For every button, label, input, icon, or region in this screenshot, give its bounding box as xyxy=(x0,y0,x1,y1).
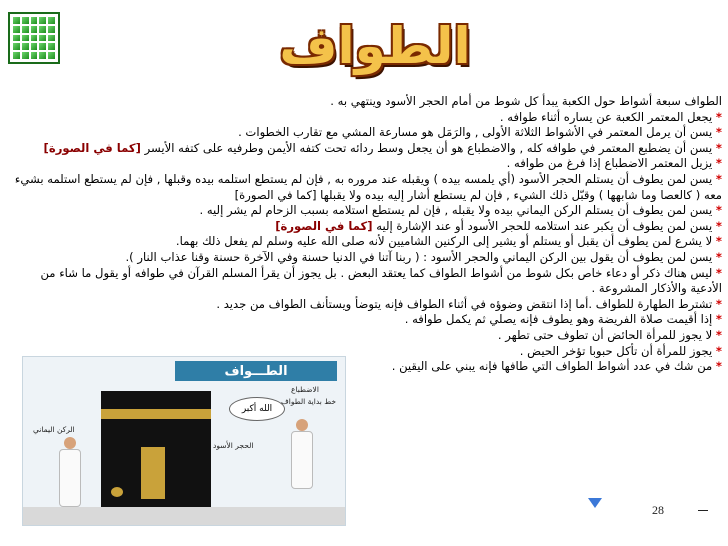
item-text: يجعل المعتمر الكعبة عن يساره أثناء طوافه . xyxy=(499,109,713,124)
list-item xyxy=(6,312,722,328)
label-start-line: خط بداية الطواف xyxy=(281,397,336,406)
item-text: يسن لمن يطوف أن يقول بين الركن اليماني والحجر الأسود : ( ربنا آتنا في الدنيا حسنة وفي الآخرة حسنة وقنا عذاب النار ). xyxy=(125,249,713,264)
item-text: يسن لمن يطوف أن يستلم الركن اليماني بيده ولا يقبله , فإن لم يستطع استلامه بسبب الزحام لم يشر إليه . xyxy=(199,203,713,218)
speech-bubble: الله أكبر xyxy=(229,397,285,421)
list-item xyxy=(6,110,722,126)
bullet: * xyxy=(715,109,722,124)
figure-reference: [كما في الصورة] xyxy=(275,218,373,233)
bullet: * xyxy=(715,218,722,233)
bullet: * xyxy=(715,249,722,264)
item-text: يسن أن يرمل المعتمر في الأشواط الثلاثة الأولى , والرَمَل هو مسارعة المشي مع تقارب الخطوات . xyxy=(238,125,713,140)
page-number: 28 xyxy=(652,503,664,517)
bullet: * xyxy=(715,265,722,280)
list-item xyxy=(6,172,722,203)
intro-text: الطواف سبعة أشواط حول الكعبة يبدأ كل شوط من أمام الحجر الأسود وينتهي به . xyxy=(330,94,722,108)
bullet: * xyxy=(715,312,722,327)
item-text: يزيل المعتمر الاضطباع إذا فرغ من طوافه . xyxy=(506,156,713,171)
tawaf-illustration xyxy=(22,356,346,526)
item-text: يسن لمن يطوف أن يستلم الحجر الأسود (أي يلمسه بيده ) ويقبله عند مروره به , فإن لم يستطع استلمه بيده وقبلها , فإن لم يستطع استلمه بشيء معه ( كالعصا وما شابهها ) وقبّل ذلك الشيء , فإن لم يستطع أشار إليه بيده ولا يقبلها [كما في الصورة] xyxy=(14,171,722,202)
list-item xyxy=(6,266,722,297)
item-text: من شك في عدد أشواط الطواف التي طافها فإنه يبني على اليقين . xyxy=(391,359,713,374)
item-text: يسن لمن يطوف أن يكبر عند استلامه للحجر الأسود أو عند الإشارة إليه xyxy=(376,218,713,233)
pilgrim-body xyxy=(59,449,81,507)
list-item xyxy=(6,125,722,141)
list-item xyxy=(6,328,722,344)
bullet: * xyxy=(715,359,722,374)
item-text: إذا أقيمت صلاة الفريضة وهو يطوف فإنه يصلي ثم يكمل طوافه . xyxy=(404,312,713,327)
label-yemeni-corner: الركن اليماني xyxy=(33,425,75,434)
grid-icon[interactable] xyxy=(8,12,60,64)
bullet: * xyxy=(715,343,722,358)
bullet: * xyxy=(715,140,722,155)
bullet: * xyxy=(715,171,722,186)
bullet: * xyxy=(715,327,722,342)
bullet: * xyxy=(715,156,722,171)
list-item xyxy=(6,156,722,172)
item-text: لا يشرع لمن يطوف أن يقبل أو يستلم أو يشير إلى الركنين الشاميين لأنه صلى الله عليه وسلم لم يفعل ذلك بهما. xyxy=(175,234,713,249)
pilgrim-head xyxy=(64,437,76,449)
bullet: * xyxy=(715,296,722,311)
black-stone-mark xyxy=(111,487,123,497)
pilgrim-head xyxy=(296,419,308,431)
item-text: يجوز للمرأة أن تأكل حبوبا تؤخر الحيض . xyxy=(519,343,713,358)
bullet: * xyxy=(715,125,722,140)
floor xyxy=(23,507,345,525)
item-text: ليس هناك ذكر أو دعاء خاص بكل شوط من أشواط الطواف كما يعتقد البعض . بل يجوز أن يقرأ المسلم القرآن في طوافه أو يقول ما شاء من الأدعية والأذكار المشروعة . xyxy=(40,265,722,296)
label-idtiba: الاضطباع xyxy=(291,385,319,394)
bullet: * xyxy=(715,203,722,218)
pilgrim-figure xyxy=(291,419,313,489)
label-black-stone: الحجر الأسود xyxy=(213,441,254,450)
item-text: يسن أن يضطبع المعتمر في طوافه كله , والاضطباع هو أن يجعل وسط ردائه تحت كتفه الأيمن وطرفيه على كتفه الأيسر xyxy=(144,140,713,155)
item-text: تشترط الطهارة للطواف .أما إذا انتقض وضوؤه في أثناء الطواف فإنه يتوضأ ويستأنف الطواف من جديد . xyxy=(216,296,713,311)
list-item xyxy=(6,250,722,266)
kaaba-band xyxy=(101,409,211,419)
item-text: لا يجوز للمرأة الحائض أن تطوف حتى تطهر . xyxy=(497,327,713,342)
list-item xyxy=(6,141,722,157)
list-item xyxy=(6,219,722,235)
down-arrow-icon[interactable] xyxy=(588,498,602,508)
footer-dash xyxy=(698,510,708,511)
kaaba-door xyxy=(141,447,165,499)
content xyxy=(6,94,722,375)
kaaba-image xyxy=(101,391,211,509)
pilgrim-figure xyxy=(59,437,81,507)
list-item xyxy=(6,297,722,313)
illustration-banner: الطـــواف xyxy=(175,361,337,381)
list-item xyxy=(6,203,722,219)
bullet: * xyxy=(715,234,722,249)
list-item xyxy=(6,234,722,250)
figure-reference: [كما في الصورة] xyxy=(43,140,141,155)
page-title: الطواف xyxy=(279,17,471,75)
pilgrim-body xyxy=(291,431,313,489)
